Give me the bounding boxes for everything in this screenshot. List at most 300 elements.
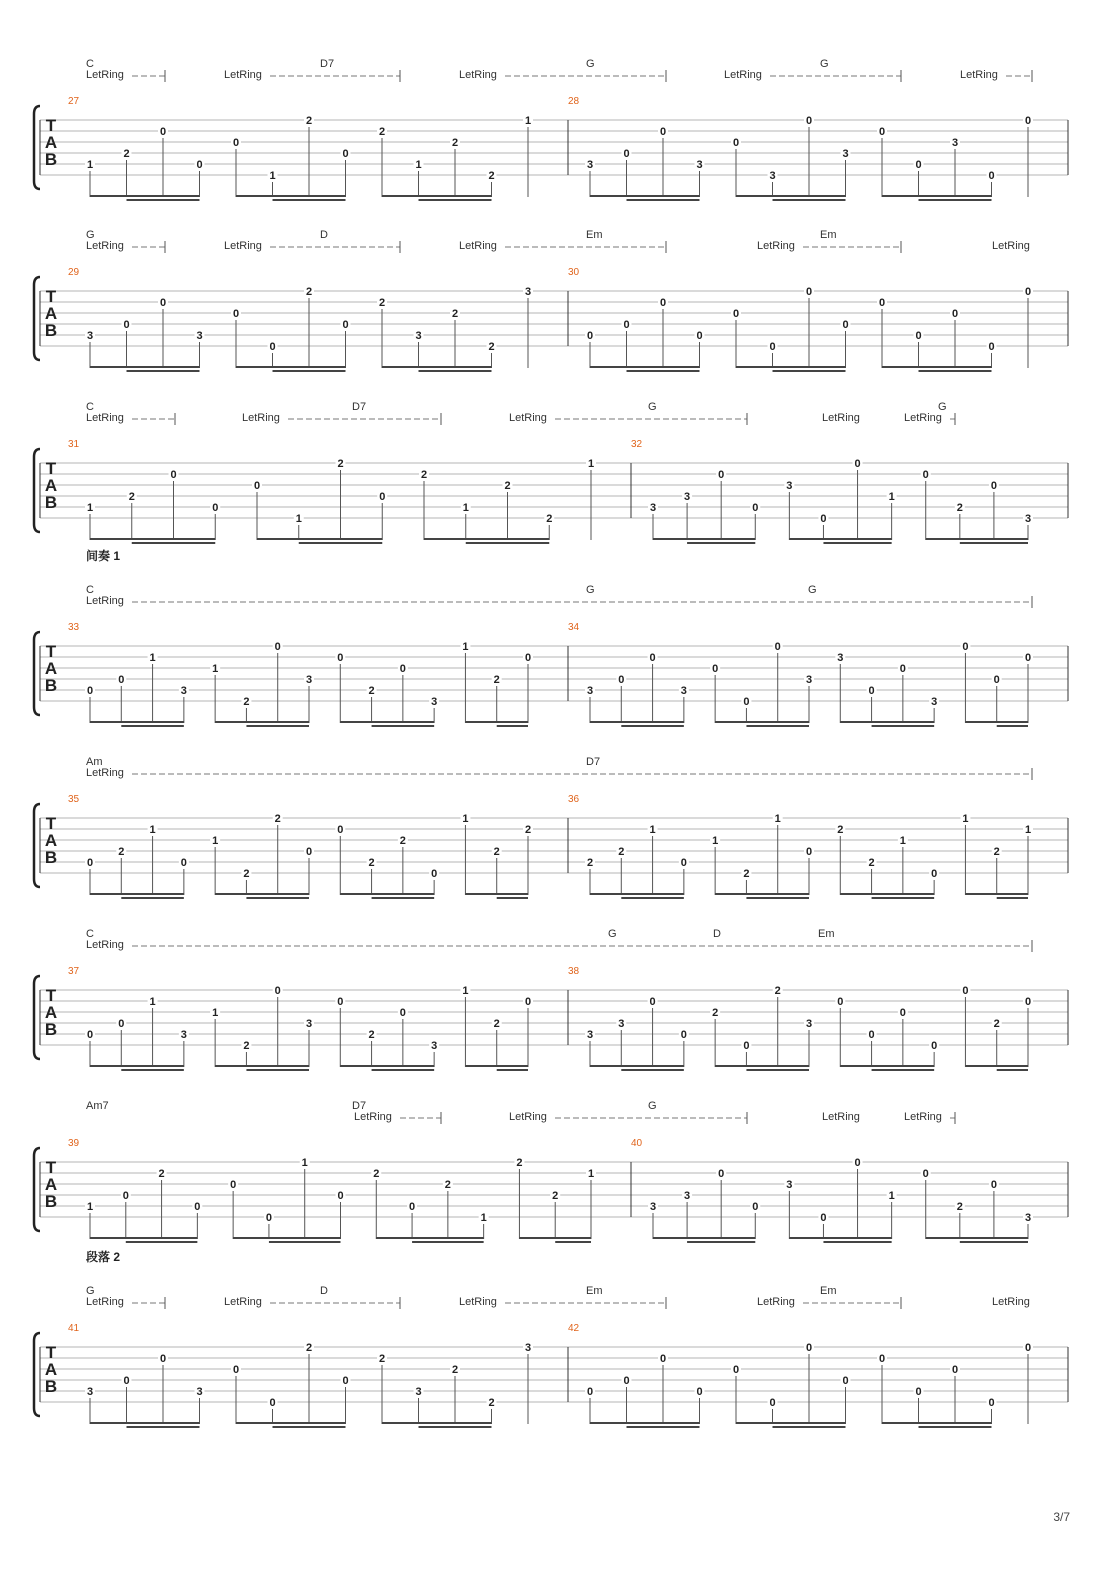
fret-number: 1 bbox=[86, 1201, 94, 1213]
chord-name: D7 bbox=[320, 58, 335, 70]
fret-number: 0 bbox=[680, 1029, 687, 1041]
chord-name: C bbox=[86, 584, 94, 596]
fret-number: 3 bbox=[431, 1040, 438, 1052]
let-ring-label: LetRing bbox=[86, 69, 124, 81]
measure-number: 40 bbox=[631, 1138, 643, 1149]
let-ring-label: LetRing bbox=[904, 412, 942, 424]
fret-number: 1 bbox=[462, 985, 469, 997]
chord-name: D7 bbox=[352, 1100, 367, 1112]
measure-number: 38 bbox=[568, 966, 580, 977]
fret-number: 3 bbox=[415, 1386, 422, 1398]
fret-number: 2 bbox=[586, 857, 594, 869]
fret-number: 0 bbox=[962, 985, 969, 997]
fret-number: 0 bbox=[732, 308, 740, 320]
let-ring-label: LetRing bbox=[822, 412, 860, 424]
fret-number: 3 bbox=[837, 652, 844, 664]
fret-number: 2 bbox=[618, 846, 625, 858]
fret-number: 0 bbox=[854, 458, 861, 470]
fret-number: 0 bbox=[951, 1364, 959, 1376]
fret-number: 3 bbox=[684, 491, 691, 503]
fret-number: 2 bbox=[305, 1342, 313, 1354]
fret-number: 3 bbox=[431, 696, 438, 708]
tab-clef-letter: T bbox=[45, 116, 57, 135]
fret-number: 0 bbox=[618, 674, 625, 686]
fret-number: 0 bbox=[118, 1018, 125, 1030]
fret-number: 0 bbox=[379, 491, 386, 503]
fret-number: 0 bbox=[122, 1190, 129, 1202]
fret-number: 0 bbox=[993, 674, 1000, 686]
fret-number: 0 bbox=[524, 996, 532, 1008]
tab-clef-letter: A bbox=[44, 831, 58, 850]
fret-number: 0 bbox=[232, 308, 240, 320]
fret-number: 3 bbox=[805, 674, 813, 686]
fret-number: 2 bbox=[993, 1018, 1000, 1030]
fret-number: 0 bbox=[399, 663, 406, 675]
fret-number: 1 bbox=[524, 115, 532, 127]
fret-number: 1 bbox=[86, 502, 94, 514]
fret-number: 0 bbox=[212, 502, 219, 514]
chord-name: G bbox=[808, 584, 817, 596]
fret-number: 0 bbox=[868, 1029, 875, 1041]
tab-clef-letter: A bbox=[44, 1003, 58, 1022]
chord-name: C bbox=[86, 401, 94, 413]
fret-number: 0 bbox=[752, 502, 759, 514]
fret-number: 0 bbox=[659, 126, 667, 138]
fret-number: 0 bbox=[159, 1353, 167, 1365]
fret-number: 2 bbox=[868, 857, 875, 869]
fret-number: 1 bbox=[1024, 824, 1032, 836]
fret-number: 2 bbox=[305, 115, 313, 127]
fret-number: 0 bbox=[854, 1157, 861, 1169]
measure-number: 42 bbox=[568, 1323, 580, 1334]
fret-number: 0 bbox=[878, 297, 886, 309]
measure-number: 30 bbox=[568, 267, 580, 278]
fret-number: 2 bbox=[493, 1018, 500, 1030]
fret-number: 2 bbox=[552, 1190, 559, 1202]
fret-number: 0 bbox=[696, 330, 703, 342]
fret-number: 1 bbox=[587, 458, 595, 470]
fret-number: 2 bbox=[399, 835, 406, 847]
fret-number: 0 bbox=[769, 1397, 776, 1409]
fret-number: 1 bbox=[649, 824, 656, 836]
tab-clef-letter: A bbox=[44, 1175, 58, 1194]
chord-name: D bbox=[713, 928, 721, 940]
fret-number: 2 bbox=[378, 1353, 386, 1365]
fret-number: 2 bbox=[956, 1201, 963, 1213]
let-ring-label: LetRing bbox=[224, 1296, 262, 1308]
fret-number: 0 bbox=[274, 641, 281, 653]
let-ring-label: LetRing bbox=[459, 240, 497, 252]
fret-number: 0 bbox=[524, 652, 532, 664]
let-ring-label: LetRing bbox=[224, 240, 262, 252]
tab-clef-letter: A bbox=[44, 476, 58, 495]
tab-clef-letter: B bbox=[44, 676, 58, 695]
let-ring-label: LetRing bbox=[459, 69, 497, 81]
fret-number: 0 bbox=[1024, 115, 1032, 127]
let-ring-label: LetRing bbox=[86, 412, 124, 424]
system-brace bbox=[34, 277, 40, 360]
let-ring-label: LetRing bbox=[509, 412, 547, 424]
fret-number: 2 bbox=[488, 341, 495, 353]
fret-number: 0 bbox=[159, 126, 167, 138]
fret-number: 2 bbox=[712, 1007, 719, 1019]
fret-number: 0 bbox=[170, 469, 177, 481]
fret-number: 3 bbox=[586, 1029, 594, 1041]
fret-number: 1 bbox=[295, 513, 302, 525]
fret-number: 0 bbox=[623, 319, 630, 331]
chord-name: G bbox=[648, 401, 657, 413]
fret-number: 2 bbox=[123, 148, 130, 160]
fret-number: 0 bbox=[732, 1364, 740, 1376]
system-brace bbox=[34, 1333, 40, 1416]
fret-number: 0 bbox=[915, 330, 922, 342]
chord-name: G bbox=[86, 1285, 95, 1297]
fret-number: 2 bbox=[368, 685, 375, 697]
fret-number: 0 bbox=[990, 1179, 997, 1191]
fret-number: 1 bbox=[86, 159, 94, 171]
fret-number: 3 bbox=[305, 674, 313, 686]
fret-number: 2 bbox=[274, 813, 281, 825]
fret-number: 1 bbox=[888, 1190, 895, 1202]
fret-number: 2 bbox=[444, 1179, 451, 1191]
fret-number: 3 bbox=[769, 170, 776, 182]
fret-number: 0 bbox=[86, 857, 94, 869]
tab-clef-letter: T bbox=[45, 1158, 57, 1177]
fret-number: 0 bbox=[431, 868, 438, 880]
let-ring-label: LetRing bbox=[757, 240, 795, 252]
fret-number: 0 bbox=[805, 846, 813, 858]
tab-clef-letter: A bbox=[44, 659, 58, 678]
fret-number: 0 bbox=[586, 1386, 594, 1398]
tab-clef-letter: A bbox=[44, 133, 58, 152]
chord-name: Em bbox=[818, 928, 835, 940]
tab-clef-letter: T bbox=[45, 642, 57, 661]
fret-number: 1 bbox=[888, 491, 895, 503]
section-title: 间奏 1 bbox=[86, 549, 121, 563]
fret-number: 3 bbox=[305, 1018, 313, 1030]
chord-name: G bbox=[86, 229, 95, 241]
chord-name: G bbox=[938, 401, 947, 413]
chord-name: Em bbox=[820, 1285, 837, 1297]
fret-number: 0 bbox=[1024, 286, 1032, 298]
fret-number: 1 bbox=[415, 159, 422, 171]
fret-number: 3 bbox=[86, 330, 94, 342]
measure-number: 39 bbox=[68, 1138, 80, 1149]
fret-number: 0 bbox=[931, 868, 938, 880]
let-ring-label: LetRing bbox=[86, 240, 124, 252]
fret-number: 0 bbox=[899, 1007, 906, 1019]
fret-number: 3 bbox=[649, 1201, 657, 1213]
fret-number: 0 bbox=[743, 1040, 750, 1052]
chord-name: C bbox=[86, 58, 94, 70]
fret-number: 0 bbox=[1024, 652, 1032, 664]
let-ring-label: LetRing bbox=[904, 1111, 942, 1123]
fret-number: 1 bbox=[480, 1212, 487, 1224]
tab-clef-letter: B bbox=[44, 321, 58, 340]
fret-number: 3 bbox=[196, 330, 203, 342]
fret-number: 2 bbox=[337, 458, 344, 470]
fret-number: 0 bbox=[86, 685, 94, 697]
chord-name: Am bbox=[86, 756, 103, 768]
fret-number: 0 bbox=[232, 137, 240, 149]
fret-number: 0 bbox=[696, 1386, 703, 1398]
fret-number: 2 bbox=[451, 1364, 459, 1376]
fret-number: 2 bbox=[373, 1168, 380, 1180]
fret-number: 0 bbox=[123, 319, 130, 331]
fret-number: 0 bbox=[915, 1386, 922, 1398]
let-ring-label: LetRing bbox=[822, 1111, 860, 1123]
fret-number: 1 bbox=[774, 813, 781, 825]
fret-number: 3 bbox=[786, 480, 793, 492]
let-ring-label: LetRing bbox=[757, 1296, 795, 1308]
fret-number: 0 bbox=[1024, 996, 1032, 1008]
tab-clef-letter: B bbox=[44, 1020, 58, 1039]
measure-number: 36 bbox=[568, 794, 580, 805]
let-ring-label: LetRing bbox=[509, 1111, 547, 1123]
fret-number: 0 bbox=[337, 996, 344, 1008]
fret-number: 0 bbox=[180, 857, 187, 869]
chord-name: G bbox=[608, 928, 617, 940]
measure-number: 28 bbox=[568, 96, 580, 107]
fret-number: 3 bbox=[1024, 513, 1032, 525]
fret-number: 0 bbox=[732, 137, 740, 149]
fret-number: 2 bbox=[378, 126, 386, 138]
tab-clef-letter: A bbox=[44, 304, 58, 323]
let-ring-label: LetRing bbox=[86, 767, 124, 779]
tab-clef-letter: B bbox=[44, 1377, 58, 1396]
tab-clef-letter: T bbox=[45, 986, 57, 1005]
fret-number: 0 bbox=[962, 641, 969, 653]
fret-number: 0 bbox=[805, 286, 813, 298]
fret-number: 0 bbox=[680, 857, 687, 869]
fret-number: 0 bbox=[1024, 1342, 1032, 1354]
fret-number: 3 bbox=[86, 1386, 94, 1398]
fret-number: 2 bbox=[516, 1157, 523, 1169]
fret-number: 0 bbox=[118, 674, 125, 686]
fret-number: 3 bbox=[180, 1029, 187, 1041]
let-ring-label: LetRing bbox=[224, 69, 262, 81]
fret-number: 0 bbox=[878, 126, 886, 138]
fret-number: 2 bbox=[488, 170, 495, 182]
fret-number: 0 bbox=[931, 1040, 938, 1052]
fret-number: 0 bbox=[409, 1201, 416, 1213]
fret-number: 2 bbox=[493, 846, 500, 858]
fret-number: 0 bbox=[842, 1375, 849, 1387]
fret-number: 0 bbox=[342, 319, 349, 331]
measure-number: 31 bbox=[68, 439, 80, 450]
fret-number: 0 bbox=[649, 652, 656, 664]
fret-number: 1 bbox=[462, 502, 469, 514]
page-number: 3/7 bbox=[1053, 1510, 1070, 1524]
fret-number: 0 bbox=[718, 1168, 725, 1180]
fret-number: 0 bbox=[842, 319, 849, 331]
fret-number: 3 bbox=[842, 148, 849, 160]
tab-clef-letter: T bbox=[45, 1343, 57, 1362]
fret-number: 0 bbox=[988, 1397, 995, 1409]
chord-name: G bbox=[586, 584, 595, 596]
fret-number: 0 bbox=[951, 308, 959, 320]
chord-name: Em bbox=[586, 1285, 603, 1297]
system-brace bbox=[34, 976, 40, 1059]
fret-number: 0 bbox=[337, 1190, 344, 1202]
fret-number: 3 bbox=[524, 286, 532, 298]
fret-number: 0 bbox=[743, 696, 750, 708]
fret-number: 2 bbox=[524, 824, 532, 836]
fret-number: 2 bbox=[128, 491, 135, 503]
chord-name: G bbox=[586, 58, 595, 70]
let-ring-label: LetRing bbox=[86, 1296, 124, 1308]
fret-number: 1 bbox=[587, 1168, 595, 1180]
fret-number: 2 bbox=[243, 696, 250, 708]
fret-number: 1 bbox=[149, 652, 156, 664]
fret-number: 3 bbox=[684, 1190, 691, 1202]
fret-number: 0 bbox=[159, 297, 167, 309]
fret-number: 1 bbox=[212, 835, 219, 847]
fret-number: 3 bbox=[586, 159, 594, 171]
fret-number: 0 bbox=[232, 1364, 240, 1376]
tab-clef-letter: B bbox=[44, 848, 58, 867]
system-brace bbox=[34, 632, 40, 715]
fret-number: 0 bbox=[269, 341, 276, 353]
fret-number: 1 bbox=[462, 813, 469, 825]
let-ring-label: LetRing bbox=[724, 69, 762, 81]
fret-number: 2 bbox=[493, 674, 500, 686]
system-brace bbox=[34, 106, 40, 189]
fret-number: 1 bbox=[462, 641, 469, 653]
let-ring-label: LetRing bbox=[992, 1296, 1030, 1308]
fret-number: 2 bbox=[837, 824, 844, 836]
fret-number: 3 bbox=[618, 1018, 625, 1030]
let-ring-label: LetRing bbox=[459, 1296, 497, 1308]
tab-clef-letter: B bbox=[44, 1192, 58, 1211]
measure-number: 35 bbox=[68, 794, 80, 805]
let-ring-label: LetRing bbox=[992, 240, 1030, 252]
fret-number: 0 bbox=[922, 1168, 929, 1180]
fret-number: 3 bbox=[415, 330, 422, 342]
let-ring-label: LetRing bbox=[960, 69, 998, 81]
fret-number: 0 bbox=[342, 148, 349, 160]
fret-number: 0 bbox=[837, 996, 844, 1008]
system-brace bbox=[34, 804, 40, 887]
fret-number: 0 bbox=[342, 1375, 349, 1387]
fret-number: 1 bbox=[899, 835, 906, 847]
tab-clef-letter: B bbox=[44, 150, 58, 169]
fret-number: 0 bbox=[337, 652, 344, 664]
fret-number: 0 bbox=[769, 341, 776, 353]
fret-number: 0 bbox=[878, 1353, 886, 1365]
fret-number: 2 bbox=[305, 286, 313, 298]
fret-number: 3 bbox=[951, 137, 959, 149]
fret-number: 3 bbox=[696, 159, 703, 171]
fret-number: 3 bbox=[805, 1018, 813, 1030]
fret-number: 2 bbox=[118, 846, 125, 858]
system-brace bbox=[34, 449, 40, 532]
fret-number: 2 bbox=[488, 1397, 495, 1409]
fret-number: 0 bbox=[774, 641, 781, 653]
measure-number: 32 bbox=[631, 439, 643, 450]
fret-number: 2 bbox=[378, 297, 386, 309]
fret-number: 1 bbox=[962, 813, 969, 825]
fret-number: 0 bbox=[649, 996, 656, 1008]
fret-number: 2 bbox=[368, 1029, 375, 1041]
chord-name: D7 bbox=[352, 401, 367, 413]
tab-clef-letter: T bbox=[45, 814, 57, 833]
fret-number: 0 bbox=[820, 1212, 827, 1224]
fret-number: 3 bbox=[196, 1386, 203, 1398]
fret-number: 0 bbox=[659, 297, 667, 309]
fret-number: 2 bbox=[158, 1168, 165, 1180]
measure-number: 41 bbox=[68, 1323, 80, 1334]
measure-number: 29 bbox=[68, 267, 80, 278]
fret-number: 0 bbox=[230, 1179, 237, 1191]
tab-clef-letter: T bbox=[45, 459, 57, 478]
fret-number: 1 bbox=[212, 663, 219, 675]
fret-number: 2 bbox=[993, 846, 1000, 858]
fret-number: 1 bbox=[269, 170, 276, 182]
fret-number: 2 bbox=[243, 868, 250, 880]
fret-number: 0 bbox=[820, 513, 827, 525]
fret-number: 2 bbox=[243, 1040, 250, 1052]
fret-number: 0 bbox=[305, 846, 313, 858]
let-ring-label: LetRing bbox=[86, 939, 124, 951]
fret-number: 1 bbox=[212, 1007, 219, 1019]
fret-number: 1 bbox=[149, 996, 156, 1008]
chord-name: C bbox=[86, 928, 94, 940]
chord-name: Am7 bbox=[86, 1100, 109, 1112]
fret-number: 0 bbox=[253, 480, 261, 492]
fret-number: 0 bbox=[805, 1342, 813, 1354]
let-ring-label: LetRing bbox=[354, 1111, 392, 1123]
fret-number: 0 bbox=[623, 148, 630, 160]
fret-number: 2 bbox=[743, 868, 750, 880]
fret-number: 0 bbox=[265, 1212, 272, 1224]
chord-name: Em bbox=[820, 229, 837, 241]
fret-number: 3 bbox=[931, 696, 938, 708]
fret-number: 3 bbox=[180, 685, 187, 697]
chord-name: G bbox=[648, 1100, 657, 1112]
fret-number: 0 bbox=[868, 685, 875, 697]
tab-clef-letter: A bbox=[44, 1360, 58, 1379]
fret-number: 3 bbox=[649, 502, 657, 514]
fret-number: 1 bbox=[712, 835, 719, 847]
fret-number: 2 bbox=[451, 308, 459, 320]
measure-number: 37 bbox=[68, 966, 80, 977]
fret-number: 1 bbox=[301, 1157, 308, 1169]
fret-number: 0 bbox=[988, 341, 995, 353]
fret-number: 3 bbox=[1024, 1212, 1032, 1224]
fret-number: 1 bbox=[149, 824, 156, 836]
fret-number: 0 bbox=[805, 115, 813, 127]
fret-number: 0 bbox=[86, 1029, 94, 1041]
fret-number: 2 bbox=[420, 469, 428, 481]
fret-number: 3 bbox=[524, 1342, 532, 1354]
let-ring-label: LetRing bbox=[86, 595, 124, 607]
fret-number: 2 bbox=[774, 985, 781, 997]
chord-name: G bbox=[820, 58, 829, 70]
fret-number: 0 bbox=[915, 159, 922, 171]
fret-number: 0 bbox=[712, 663, 719, 675]
fret-number: 2 bbox=[451, 137, 459, 149]
tab-clef-letter: T bbox=[45, 287, 57, 306]
measure-number: 33 bbox=[68, 622, 80, 633]
fret-number: 0 bbox=[196, 159, 203, 171]
fret-number: 0 bbox=[586, 330, 594, 342]
tab-clef-letter: B bbox=[44, 493, 58, 512]
fret-number: 0 bbox=[752, 1201, 759, 1213]
fret-number: 0 bbox=[623, 1375, 630, 1387]
let-ring-label: LetRing bbox=[242, 412, 280, 424]
fret-number: 0 bbox=[990, 480, 997, 492]
